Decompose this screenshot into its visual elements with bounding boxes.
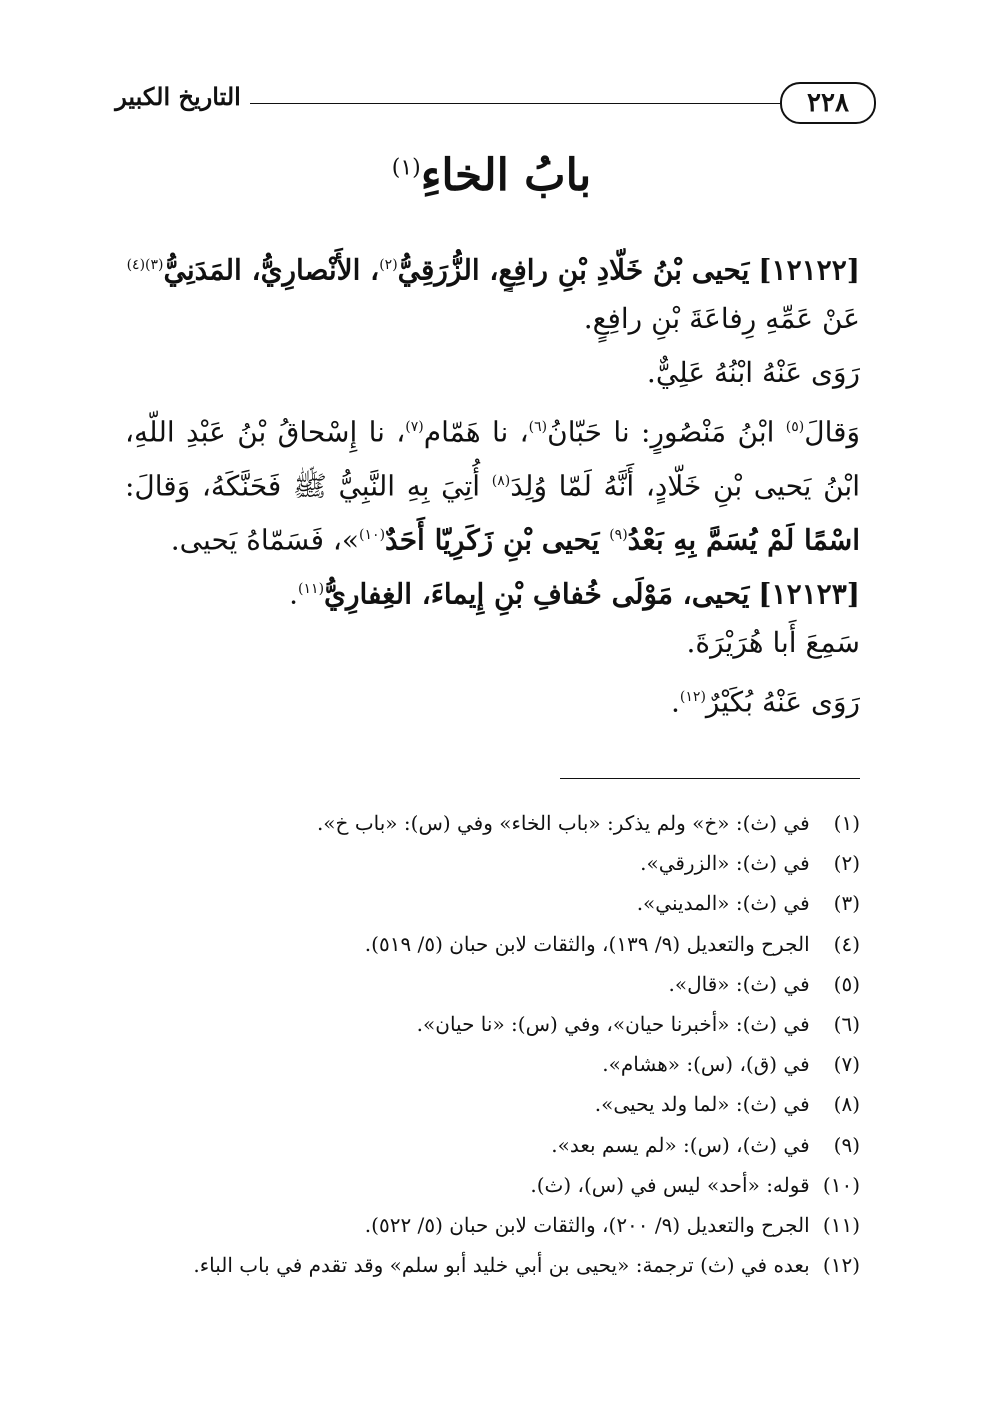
body-text [125,238,860,724]
text-run: ، نا إِسْحاقُ بْنُ عَبْدِ اللّهِ، [125,415,406,449]
footnote-number: (٣) [833,891,860,916]
entry-line: رَوَى عَنْهُ ابْنُهُ عَلِيٌّ. [646,356,860,389]
footnote [125,1205,860,1245]
footnote [125,1084,860,1124]
entry-line: عَنْ عَمِّهِ رِفاعَةَ بْنِ رافِعٍ. [583,302,860,335]
entry-line [125,454,860,508]
footnote-separator [560,778,860,779]
text-run: »، فَسَمّاهُ يَحيى. [170,523,360,557]
footnote-ref: (١) [391,155,421,181]
footnote [125,964,860,1004]
footnote-text: في (ث): «خ» ولم يذكر: «باب الخاء» وفي (س): «باب خ». [316,811,810,835]
footnote-number: (٨) [833,1092,860,1117]
narrator-nisba: ، الأَنْصارِيُّ، المَدَنِيُّ [163,253,380,287]
footnote-ref: (٣)(٤) [126,257,164,273]
entry-line [125,670,860,724]
text-run: وَقالَ [804,415,860,449]
footnote [125,1004,860,1044]
footnote-text: الجرح والتعديل (٩/ ١٣٩)، والثقات لابن حبان (٥/ ٥١٩). [364,931,810,956]
footnote-number: (١٠) [822,1172,860,1197]
entry-12122-heading [125,238,860,292]
footnote-ref: (٨) [491,473,511,489]
footnote-text: في (ق)، (س): «هشام». [602,1052,810,1077]
footnote-text: في (ث): «المديني». [636,891,810,916]
footnotes [125,803,860,1285]
footnote-ref: (١١) [298,581,325,597]
narrator-name: يَحيى بْنُ خَلّادِ بْنِ رافِعٍ، الزُّرَقِيُّ [397,253,750,287]
footnote-text: بعده في (ث) ترجمة: «يحيى بن أبي خليد أبو سلم» وقد تقدم في باب الباء. [193,1253,810,1278]
footnote [125,1125,860,1165]
page-number: ٢٢٨ [780,82,876,124]
footnote [125,1044,860,1084]
footnote-number: (٥) [833,971,860,996]
footnote [125,843,860,883]
entry-line [125,400,860,454]
footnote [125,924,860,964]
footnote-number: (٤) [833,931,860,956]
full-stop: . [289,577,299,611]
footnote-number: (١١) [822,1212,860,1237]
footnote-number: (٩) [833,1132,860,1157]
footnote-text: في (ث): «قال». [668,971,810,996]
entry-number: [١٢١٢٣] [758,577,860,611]
hadith-text: اسْمًا لَمْ يُسَمَّ بِهِ بَعْدُ [627,523,860,557]
text-run: رَوَى عَنْهُ بُكَيْرٌ [705,685,860,719]
text-run: ابْنُ مَنْصُورٍ: نا حَبّانُ [547,415,786,449]
full-stop: . [671,685,680,719]
footnote [125,883,860,923]
footnote-ref: (٢) [379,257,398,273]
entry-12123-heading [125,562,860,616]
footnote-number: (٦) [833,1011,860,1036]
chapter-heading [300,150,683,201]
footnote [125,1165,860,1205]
text-run: ، نا هَمّام [423,415,529,449]
footnote-ref: (٩) [609,527,628,543]
footnote-text: في (ث): «لما ولد يحيى». [594,1092,810,1117]
entry-line: سَمِعَ أَبا هُرَيْرَةَ. [686,626,860,659]
footnote-text: قوله: «أحد» ليس في (س)، (ث). [530,1172,810,1197]
text-run: أُتِيَ بِهِ النَّبِيُّ ﷺ فَحَنَّكَهُ، وَقالَ: [125,469,481,503]
footnote-ref: (١٢) [679,689,706,705]
footnote-text: في (ث)، (س): «لم يسم بعد». [551,1132,810,1157]
running-header-title: التاريخ الكبير [115,82,241,111]
footnote-number: (١٢) [822,1253,860,1278]
footnote [125,1245,860,1285]
hadith-text: يَحيى بْنِ زَكَرِيّا أَحَدٌ [385,523,610,557]
header-rule [250,103,782,104]
footnote-text: الجرح والتعديل (٩/ ٢٠٠)، والثقات لابن حبان (٥/ ٥٢٢). [364,1212,810,1237]
footnote-number: (٢) [833,851,860,876]
entry-number: [١٢١٢٢] [758,253,860,287]
footnote-text: في (ث): «الزرقي». [640,851,810,876]
footnote-ref: (٧) [405,419,424,435]
narrator-name: يَحيى، مَوْلَى خُفافِ بْنِ إِيماءَ، الغِفارِيُّ [324,577,750,611]
text-run: ابْنُ يَحيى بْنِ خَلّادٍ، أَنَّهُ لَمّا وُلِدَ [510,469,860,503]
footnote [125,803,860,843]
entry-line [125,508,860,562]
chapter-title: بابُ الخاءِ [420,150,592,201]
footnote-ref: (٥) [785,419,805,435]
footnote-ref: (٦) [528,419,548,435]
footnote-number: (١) [833,811,860,835]
footnote-number: (٧) [833,1052,860,1077]
footnote-text: في (ث): «أخبرنا حيان»، وفي (س): «نا حيان». [416,1011,810,1036]
footnote-ref: (١٠) [359,527,386,543]
